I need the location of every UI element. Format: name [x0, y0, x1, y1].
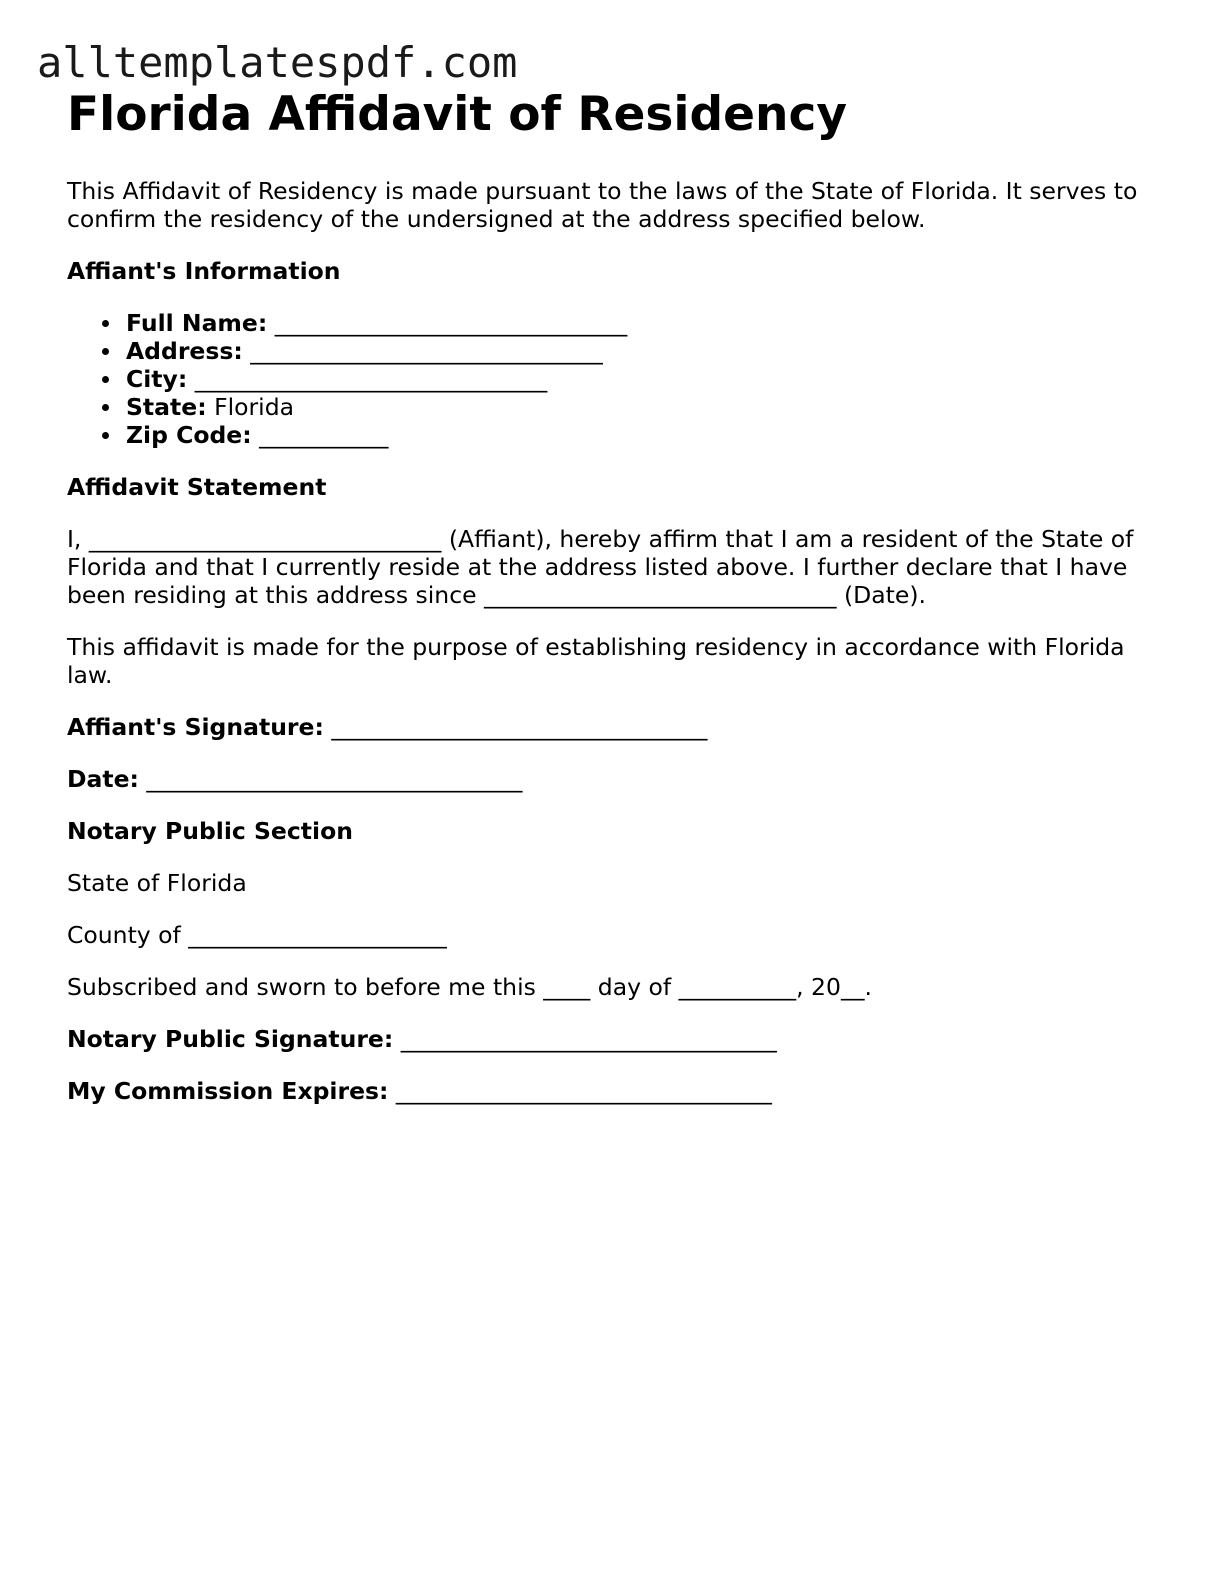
watermark-logo: alltemplatespdf.com — [37, 38, 518, 87]
field-value: ___________ — [259, 421, 389, 449]
commission-expires-blank: ________________________________ — [395, 1077, 772, 1105]
intro-paragraph: This Affidavit of Residency is made pursuant to the laws of the State of Florida. It serves to confirm the residency of the undersigned at the address specified below. — [67, 177, 1138, 233]
document-title: Florida Affidavit of Residency — [67, 87, 847, 142]
field-value: ______________________________ — [274, 309, 628, 337]
date-label: Date: — [67, 765, 139, 793]
affiant-signature-label: Affiant's Signature: — [67, 713, 324, 741]
field-value: ______________________________ — [250, 337, 603, 365]
zip-code-field[interactable] — [67, 421, 1157, 449]
notary-signature-field[interactable] — [67, 1025, 1157, 1053]
full-name-field[interactable] — [67, 309, 1157, 337]
affidavit-statement-paragraph[interactable]: I, ______________________________ (Affiant), hereby affirm that I am a resident of the State of Florida and that I currently reside at the address listed above. I further declare that I have been residing at this address since ______________________________ (Date). — [67, 525, 1134, 609]
date-field[interactable] — [67, 765, 1157, 793]
commission-expires-label: My Commission Expires: — [67, 1077, 389, 1105]
field-value: Florida — [214, 393, 295, 421]
notary-signature-blank: ________________________________ — [400, 1025, 777, 1053]
field-label: Full Name: — [126, 309, 268, 337]
field-value: ______________________________ — [194, 365, 548, 393]
sworn-statement-line[interactable]: Subscribed and sworn to before me this ____ day of __________, 20__. — [67, 973, 872, 1001]
affiant-signature-field[interactable] — [67, 713, 1157, 741]
notary-signature-label: Notary Public Signature: — [67, 1025, 394, 1053]
city-field[interactable] — [67, 365, 1157, 393]
affiant-signature-blank: ________________________________ — [331, 713, 708, 741]
affiant-info-heading: Affiant's Information — [67, 257, 341, 285]
date-blank: ________________________________ — [146, 765, 523, 793]
document-body — [67, 86, 1157, 1105]
notary-section-heading: Notary Public Section — [67, 817, 353, 845]
state-field — [67, 393, 1157, 421]
field-label: Zip Code: — [126, 421, 252, 449]
notary-county-field[interactable]: County of ______________________ — [67, 921, 447, 949]
affidavit-statement-heading: Affidavit Statement — [67, 473, 327, 501]
field-label: State: — [126, 393, 207, 421]
affiant-info-list — [67, 309, 1157, 449]
commission-expires-field[interactable] — [67, 1077, 1157, 1105]
field-label: City: — [126, 365, 188, 393]
address-field[interactable] — [67, 337, 1157, 365]
purpose-paragraph: This affidavit is made for the purpose of establishing residency in accordance with Florida law. — [67, 633, 1125, 689]
notary-state-line: State of Florida — [67, 869, 247, 897]
field-label: Address: — [126, 337, 243, 365]
